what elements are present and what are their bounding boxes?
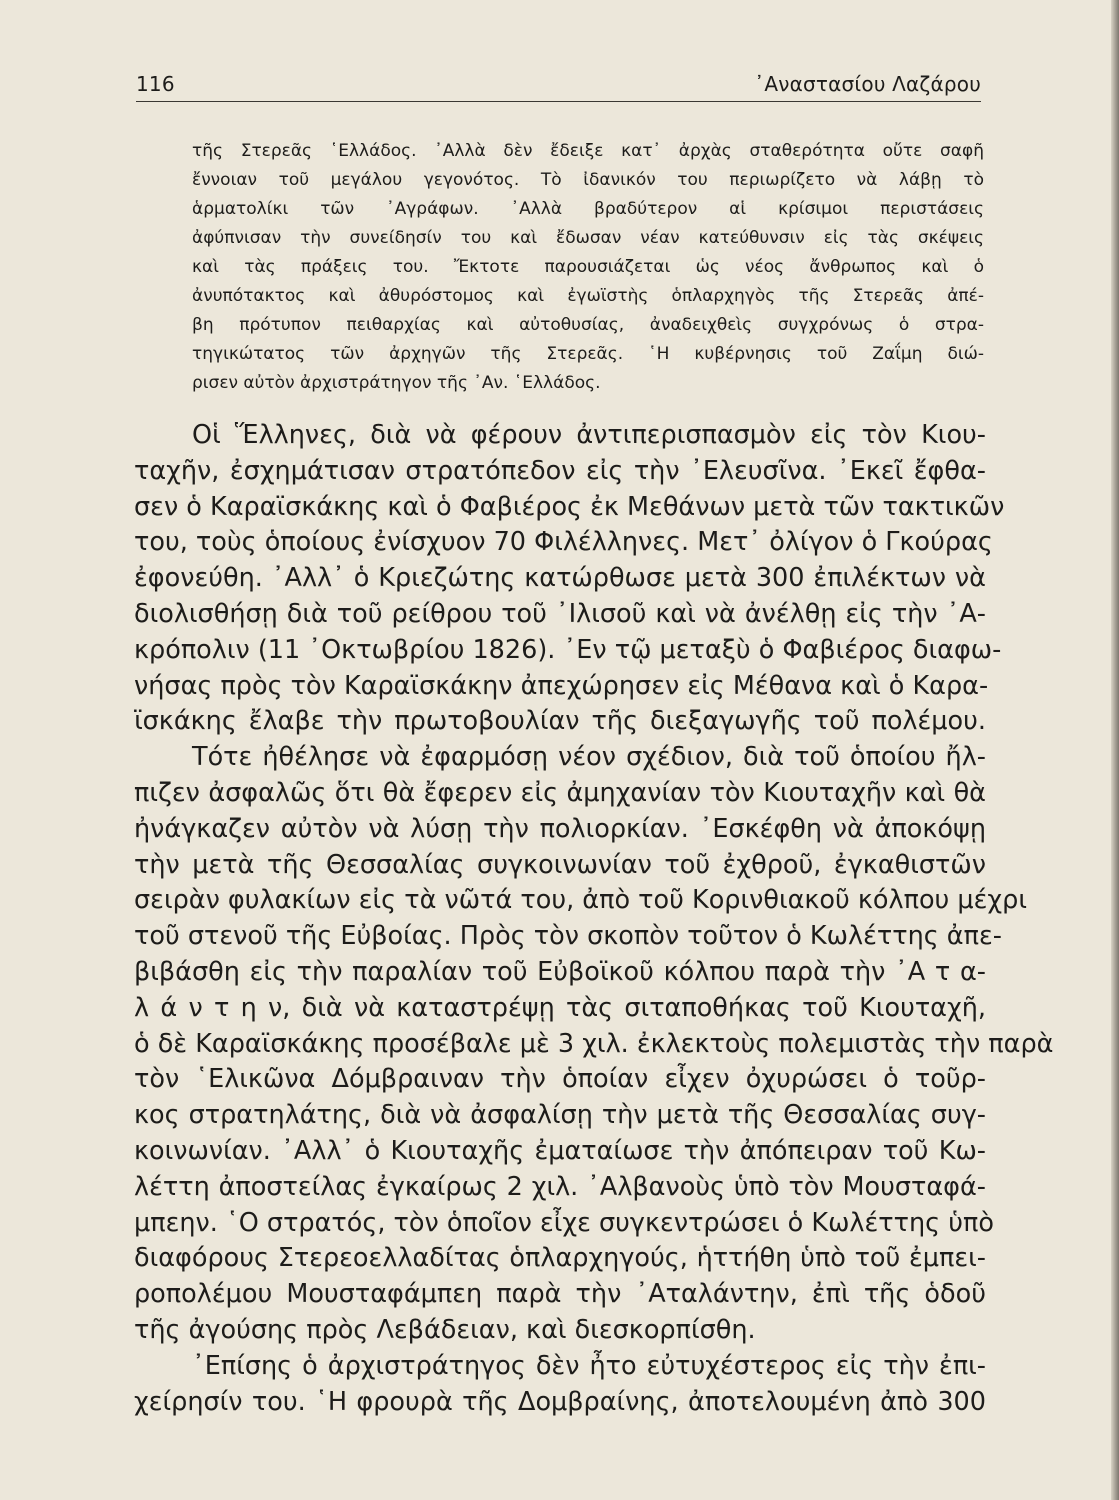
text-line: ταχῆν, ἐσχημάτισαν στρατόπεδον εἰς τὴν ᾿Ελευσῖνα. ᾿Εκεῖ ἔφθα- [134,455,986,486]
text-line: σειρὰν φυλακίων εἰς τὰ νῶτά του, ἀπὸ τοῦ Κορινθιακοῦ κόλπου μέχρι [134,885,1027,916]
page-number: 116 [136,72,175,96]
text-line: διαφόρους Στερεοελλαδίτας ὁπλαρχηγούς, ἡττήθη ὑπὸ τοῦ ἐμπει- [134,1243,986,1274]
header-rule [136,101,981,102]
text-line: ᾿Επίσης ὁ ἀρχιστράτηγος δὲν ἦτο εὐτυχέστερος εἰς τὴν ἐπι- [192,1350,986,1381]
paragraph-1 [134,418,1005,740]
small-print-paragraph [192,137,984,398]
text-line: λ ά ν τ η ν, διὰ νὰ καταστρέψῃ τὰς σιταποθήκας τοῦ Κιουταχῆ, [134,992,986,1023]
small-line: ἔννοιαν τοῦ μεγάλου γεγονότος. Τὸ ἰδανικόν του περιωρίζετο νὰ λάβῃ τὸ [192,170,984,190]
small-line: ρισεν αὐτὸν ἀρχιστράτηγον τῆς ᾿Αν. ῾Ελλάδος. [192,373,601,393]
text-line: του, τοὺς ὁποίους ἐνίσχυον 70 Φιλέλληνες. Μετ᾿ ὀλίγον ὁ Γκούρας [134,527,993,558]
small-line: βη πρότυπον πειθαρχίας καὶ αὐτοθυσίας, ἀναδειχθεὶς συγχρόνως ὁ στρα- [192,315,984,335]
text-line: ϊσκάκης ἔλαβε τὴν πρωτοβουλίαν τῆς διεξαγωγῆς τοῦ πολέμου. [134,706,986,737]
text-line: ροπολέμου Μουσταφάμπεη παρὰ τὴν ᾿Αταλάντην, ἐπὶ τῆς ὁδοῦ [134,1279,986,1310]
text-line: τοῦ στενοῦ τῆς Εὐβοίας. Πρὸς τὸν σκοπὸν τοῦτον ὁ Κωλέττης ἀπε- [134,921,1002,952]
text-line: λέττη ἀποστείλας ἐγκαίρως 2 χιλ. ᾿Αλβανοὺς ὑπὸ τὸν Μουσταφά- [134,1171,986,1202]
small-line: τηγικώτατος τῶν ἀρχηγῶν τῆς Στερεᾶς. ῾Η κυβέρνησις τοῦ Ζαΐμη διώ- [192,344,984,364]
main-text [134,418,1054,1420]
text-line: σεν ὁ Καραϊσκάκης καὶ ὁ Φαβιέρος ἐκ Μεθάνων μετὰ τῶν τακτικῶν [134,491,1005,522]
text-line: μπεην. ῾Ο στρατός, τὸν ὁποῖον εἶχε συγκεντρώσει ὁ Κωλέττης ὑπὸ [134,1207,994,1238]
text-line: κρόπολιν (11 ᾿Οκτωβρίου 1826). ᾿Εν τῷ μεταξὺ ὁ Φαβιέρος διαφω- [134,634,1002,665]
text-line: χείρησίν του. ῾Η φρουρὰ τῆς Δομβραίνης, ἀποτελουμένη ἀπὸ 300 [134,1386,986,1417]
running-head-author: ᾿Αναστασίου Λαζάρου [754,72,981,96]
paragraph-3 [134,1349,986,1421]
text-line: κος στρατηλάτης, διὰ νὰ ἀσφαλίσῃ τὴν μετὰ τῆς Θεσσαλίας συγ- [134,1100,986,1131]
small-line: τῆς Στερεᾶς ῾Ελλάδος. ᾿Αλλὰ δὲν ἔδειξε κατ᾿ ἀρχὰς σταθερότητα οὔτε σαφῆ [192,141,984,161]
paragraph-2 [134,740,1054,1349]
text-line: ἐφονεύθη. ᾿Αλλ᾿ ὁ Κριεζώτης κατώρθωσε μετὰ 300 ἐπιλέκτων νὰ [134,563,986,594]
page-edge-shadow [1111,0,1119,1500]
text-line: ἠνάγκαζεν αὐτὸν νὰ λύσῃ τὴν πολιορκίαν. ᾿Εσκέφθη νὰ ἀποκόψῃ [134,813,986,844]
text-line: τὴν μετὰ τῆς Θεσσαλίας συγκοινωνίαν τοῦ ἐχθροῦ, ἐγκαθιστῶν [134,849,986,880]
small-line: ἁρματολίκι τῶν ᾿Αγράφων. ᾿Αλλὰ βραδύτερον αἱ κρίσιμοι περιστάσεις [192,199,984,219]
page-header [136,70,981,104]
text-line: διολισθήσῃ διὰ τοῦ ρείθρου τοῦ ᾿Ιλισοῦ καὶ νὰ ἀνέλθῃ εἰς τὴν ᾿Α- [134,598,986,629]
text-line: νήσας πρὸς τὸν Καραϊσκάκην ἀπεχώρησεν εἰς Μέθανα καὶ ὁ Καρα- [134,670,989,701]
text-line: βιβάσθη εἰς τὴν παραλίαν τοῦ Εὐβοϊκοῦ κόλπου παρὰ τὴν ᾿Α τ α- [134,956,986,987]
small-line: καὶ τὰς πράξεις του. Ἔκτοτε παρουσιάζεται ὡς νέος ἄνθρωπος καὶ ὁ [192,257,984,277]
small-line: ἀνυπότακτος καὶ ἀθυρόστομος καὶ ἐγωϊστὴς ὁπλαρχηγὸς τῆς Στερεᾶς ἀπέ- [192,286,984,306]
text-line: Τότε ἠθέλησε νὰ ἐφαρμόσῃ νέον σχέδιον, διὰ τοῦ ὁποίου ἤλ- [192,742,986,773]
small-line: ἀφύπνισαν τὴν συνείδησίν του καὶ ἔδωσαν νέαν κατεύθυνσιν εἰς τὰς σκέψεις [192,228,984,248]
text-line: πιζεν ἀσφαλῶς ὅτι θὰ ἔφερεν εἰς ἀμηχανίαν τὸν Κιουταχῆν καὶ θὰ [134,777,986,808]
text-line: ὁ δὲ Καραϊσκάκης προσέβαλε μὲ 3 χιλ. ἐκλεκτοὺς πολεμιστὰς τὴν παρὰ [134,1028,1054,1059]
text-line: Οἱ Ἕλληνες, διὰ νὰ φέρουν ἀντιπερισπασμὸν εἰς τὸν Κιου- [192,420,986,450]
text-line: τῆς ἀγούσης πρὸς Λεβάδειαν, καὶ διεσκορπίσθη. [134,1314,756,1345]
text-line: τὸν ῾Ελικῶνα Δόμβραιναν τὴν ὁποίαν εἶχεν ὀχυρώσει ὁ τοῦρ- [134,1064,986,1095]
text-line: κοινωνίαν. ᾿Αλλ᾿ ὁ Κιουταχῆς ἐματαίωσε τὴν ἀπόπειραν τοῦ Κω- [134,1135,986,1166]
